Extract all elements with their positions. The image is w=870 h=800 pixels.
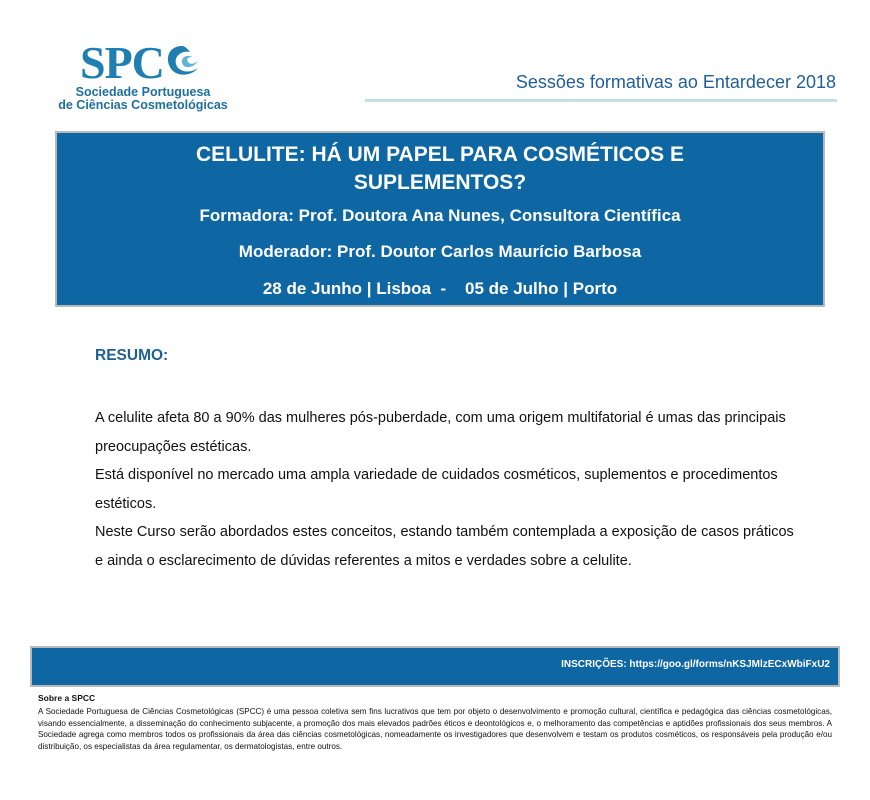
registration-bar [30,646,840,687]
summary-body [95,404,795,575]
summary-paragraph: Neste Curso serão abordados estes conceitos, estando também contemplada a exposição de casos práticos e ainda o esclarecimento de dúvidas referentes a mitos e verdades sobre a celulite. [95,524,794,569]
logo-organization-name [48,86,238,112]
header-divider [365,99,837,102]
spcc-logo [48,37,248,112]
session-dates: 28 de Junho | Lisboa - 05 de Julho | Porto [262,279,618,298]
summary-heading: RESUMO: [95,347,169,364]
logo-swirl-icon [160,42,204,82]
session-moderator: Moderador: Prof. Doutor Carlos Maurício Barbosa [238,242,642,261]
registration-link[interactable]: INSCRIÇÕES: https://goo.gl/forms/nKSJMlzECxWbiFxU2 [561,659,830,670]
summary-paragraph: Está disponível no mercado uma ampla variedade de cuidados cosméticos, suplementos e procedimentos estéticos. [95,467,778,512]
about-text: A Sociedade Portuguesa de Ciências Cosmetológicas (SPCC) é uma pessoa coletiva sem fins lucrativos que tem por objeto o desenvolvimento e promoção cultural, científica e pedagógica das ciências cosmetológicas, visando essencialmente, a disseminação do conhecimento subjacente, a promoção dos mais elevados padrões éticos e deontológicos e, o melhoramento das competências e aptidões profissionais dos seus membros. A Sociedade agrega como membros todos os profissionais da área das ciências cosmetológicas, nomeadamente os investigadores que desenvolvem e testam os produtos cosméticos, os responsáveis pela produção e/ou distribuição, os especialistas da área regulamentar, os dermatologistas, entre outros. [38,707,832,751]
logo-name-line1: Sociedade Portuguesa [75,85,211,99]
series-title: Sessões formativas ao Entardecer 2018 [515,72,836,92]
logo-name-line2: de Ciências Cosmetológicas [58,98,228,112]
about-heading: Sobre a SPCC [38,693,96,703]
session-trainer: Formadora: Prof. Doutora Ana Nunes, Consultora Científica [199,206,681,225]
summary-paragraph: A celulite afeta 80 a 90% das mulheres pós-puberdade, com uma origem multifatorial é umas das principais preocupações estéticas. [95,410,786,455]
session-title: CELULITE: HÁ UM PAPEL PARA COSMÉTICOS E SUPLEMENTOS? [195,143,685,194]
session-title-box [55,131,825,307]
logo-mark: SPC [80,37,164,88]
